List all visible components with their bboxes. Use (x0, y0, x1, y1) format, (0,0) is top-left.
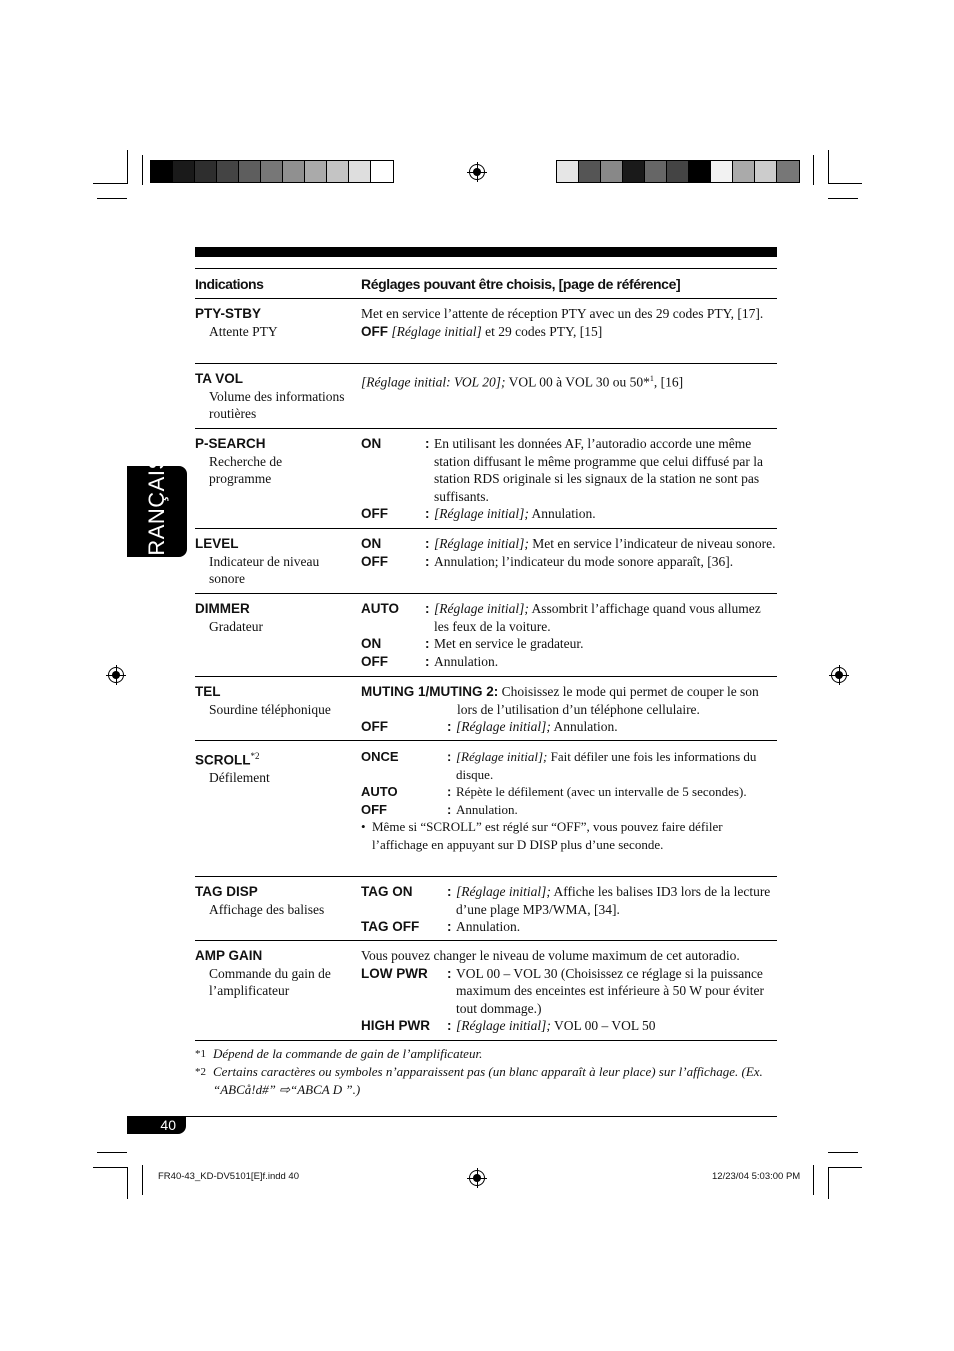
indication-desc: Commande du gain de l’amplificateur (209, 965, 331, 998)
setting-option: TAG ON : [Réglage initial]; Affiche les balises ID3 lors de la lecture d’une plage MP3/WMA, [34]. (361, 884, 771, 917)
table-row (195, 594, 777, 677)
indication-desc: Indicateur de niveau sonore (209, 553, 320, 586)
footer-file-info: FR40-43_KD-DV5101[E]f.indd 40 (158, 1171, 299, 1182)
setting-option: ON : En utilisant les données AF, l’autoradio accorde une même station diffusant le même programme que celui diffusé par la station RDS originale si les signaux de la station ne sont pas suffisants. (361, 436, 764, 504)
setting-option: OFF : Annulation. (361, 653, 499, 669)
color-swatch (645, 161, 667, 182)
indication-name: LEVEL (195, 536, 239, 551)
color-swatch (349, 161, 371, 182)
settings-table (195, 268, 777, 1041)
footnote: *2 Certains caractères ou symboles n’apparaissent pas (un blanc apparaît à leur place) sur l’affichage. (Ex. “ABCå!d#” ⇨“ABCA D ”.) (195, 1064, 763, 1097)
setting-option: OFF : Annulation. (361, 801, 518, 817)
color-swatch (195, 161, 217, 182)
indication-desc: Affichage des balises (209, 901, 325, 917)
page-number: 40 (160, 1117, 176, 1133)
color-swatch (173, 161, 195, 182)
footnotes (195, 1045, 777, 1099)
color-swatch (733, 161, 755, 182)
setting-option: LOW PWR : VOL 00 – VOL 30 (Choisissez ce réglage si la puissance maximum des enceintes est inférieure à 50 W pour éviter tout dommage.) (361, 965, 765, 1016)
bottom-rule (127, 1116, 777, 1117)
color-swatch (777, 161, 799, 182)
registration-mark-icon (469, 164, 485, 180)
indication-name: TAG DISP (195, 884, 258, 899)
table-row (195, 529, 777, 594)
color-swatch (755, 161, 777, 182)
color-swatch (557, 161, 579, 182)
footer-timestamp: 12/23/04 5:03:00 PM (712, 1171, 801, 1182)
setting-note: • Même si “SCROLL” est réglé sur “OFF”, vous pouvez faire défiler l’affichage en appuyant sur D DISP plus d’une seconde. (361, 819, 723, 852)
table-row (195, 429, 777, 529)
color-swatch (151, 161, 173, 182)
registration-mark-icon (469, 1170, 485, 1186)
indication-name: P-SEARCH (195, 436, 266, 451)
setting-option: ON : Met en service le gradateur. (361, 636, 584, 651)
indication-desc: Défilement (209, 770, 270, 785)
indication-desc: Volume des informations routières (209, 388, 345, 421)
color-swatch (579, 161, 601, 182)
color-bar-right (556, 160, 800, 183)
setting-option: OFF [Réglage initial] et 29 codes PTY, [15] (361, 323, 603, 339)
color-swatch (601, 161, 623, 182)
table-row (195, 677, 777, 741)
setting-option: OFF : [Réglage initial]; Annulation. (361, 719, 618, 734)
color-swatch (261, 161, 283, 182)
setting-text: [Réglage initial: VOL 20]; VOL 00 à VOL 30 ou 50*$^1$, [16] (361, 374, 684, 390)
footnote: *1 Dépend de la commande de gain de l’amplificateur. (195, 1046, 483, 1061)
color-swatch (371, 161, 393, 182)
table-row (195, 877, 777, 941)
indication-desc: Recherche de programme (209, 453, 283, 486)
color-swatch (667, 161, 689, 182)
indication-desc: Attente PTY (209, 323, 278, 339)
language-tab-label: FRANÇAIS (144, 453, 169, 570)
language-tab (127, 453, 187, 570)
header-settings: Réglages pouvant être choisis, [page de référence] (361, 275, 681, 292)
setting-option: HIGH PWR : [Réglage initial]; VOL 00 – VOL 50 (361, 1018, 656, 1033)
indication-name: TA VOL (195, 371, 243, 386)
indication-desc: Gradateur (209, 618, 263, 634)
page-number-tab (127, 1117, 186, 1134)
indication-desc: Sourdine téléphonique (209, 701, 331, 717)
color-swatch (327, 161, 349, 182)
registration-mark-icon (108, 667, 124, 683)
setting-option: ONCE : [Réglage initial]; Fait défiler une fois les informations du disque. (361, 749, 757, 782)
setting-option: MUTING 1/MUTING 2: Choisissez le mode qui permet de couper le son lors de l’utilisation d’un téléphone cellulaire. (361, 684, 759, 717)
color-swatch (283, 161, 305, 182)
setting-text: Met en service l’attente de réception PTY avec un des 29 codes PTY, [17]. (361, 306, 764, 321)
indication-name: PTY-STBY (195, 306, 262, 321)
header-indications: Indications (195, 275, 264, 292)
setting-option: TAG OFF : Annulation. (361, 919, 521, 934)
indication-name: TEL (195, 684, 221, 699)
color-swatch (217, 161, 239, 182)
table-row (195, 941, 777, 1041)
color-swatch (623, 161, 645, 182)
indication-name: AMP GAIN (195, 948, 263, 963)
table-row (195, 299, 777, 364)
indication-name: SCROLL$^{*2}$ (195, 751, 260, 768)
color-bar-left (150, 160, 394, 183)
setting-option: AUTO : [Réglage initial]; Assombrit l’affichage quand vous allumez les feux de la voiture. (361, 601, 761, 634)
color-swatch (239, 161, 261, 182)
table-header (195, 268, 777, 299)
color-swatch (305, 161, 327, 182)
setting-option: OFF : [Réglage initial]; Annulation. (361, 506, 596, 521)
registration-mark-icon (831, 667, 847, 683)
table-row (195, 741, 777, 877)
table-row (195, 364, 777, 429)
setting-option: AUTO : Répète le défilement (avec un intervalle de 5 secondes). (361, 784, 747, 799)
setting-option: OFF : Annulation; l’indicateur du mode sonore apparaît, [36]. (361, 553, 734, 569)
color-swatch (689, 161, 711, 182)
color-swatch (711, 161, 733, 182)
section-top-bar (195, 247, 777, 257)
setting-option: ON : [Réglage initial]; Met en service l’indicateur de niveau sonore. (361, 536, 776, 551)
indication-name: DIMMER (195, 601, 250, 616)
setting-text: Vous pouvez changer le niveau de volume maximum de cet autoradio. (361, 948, 740, 963)
